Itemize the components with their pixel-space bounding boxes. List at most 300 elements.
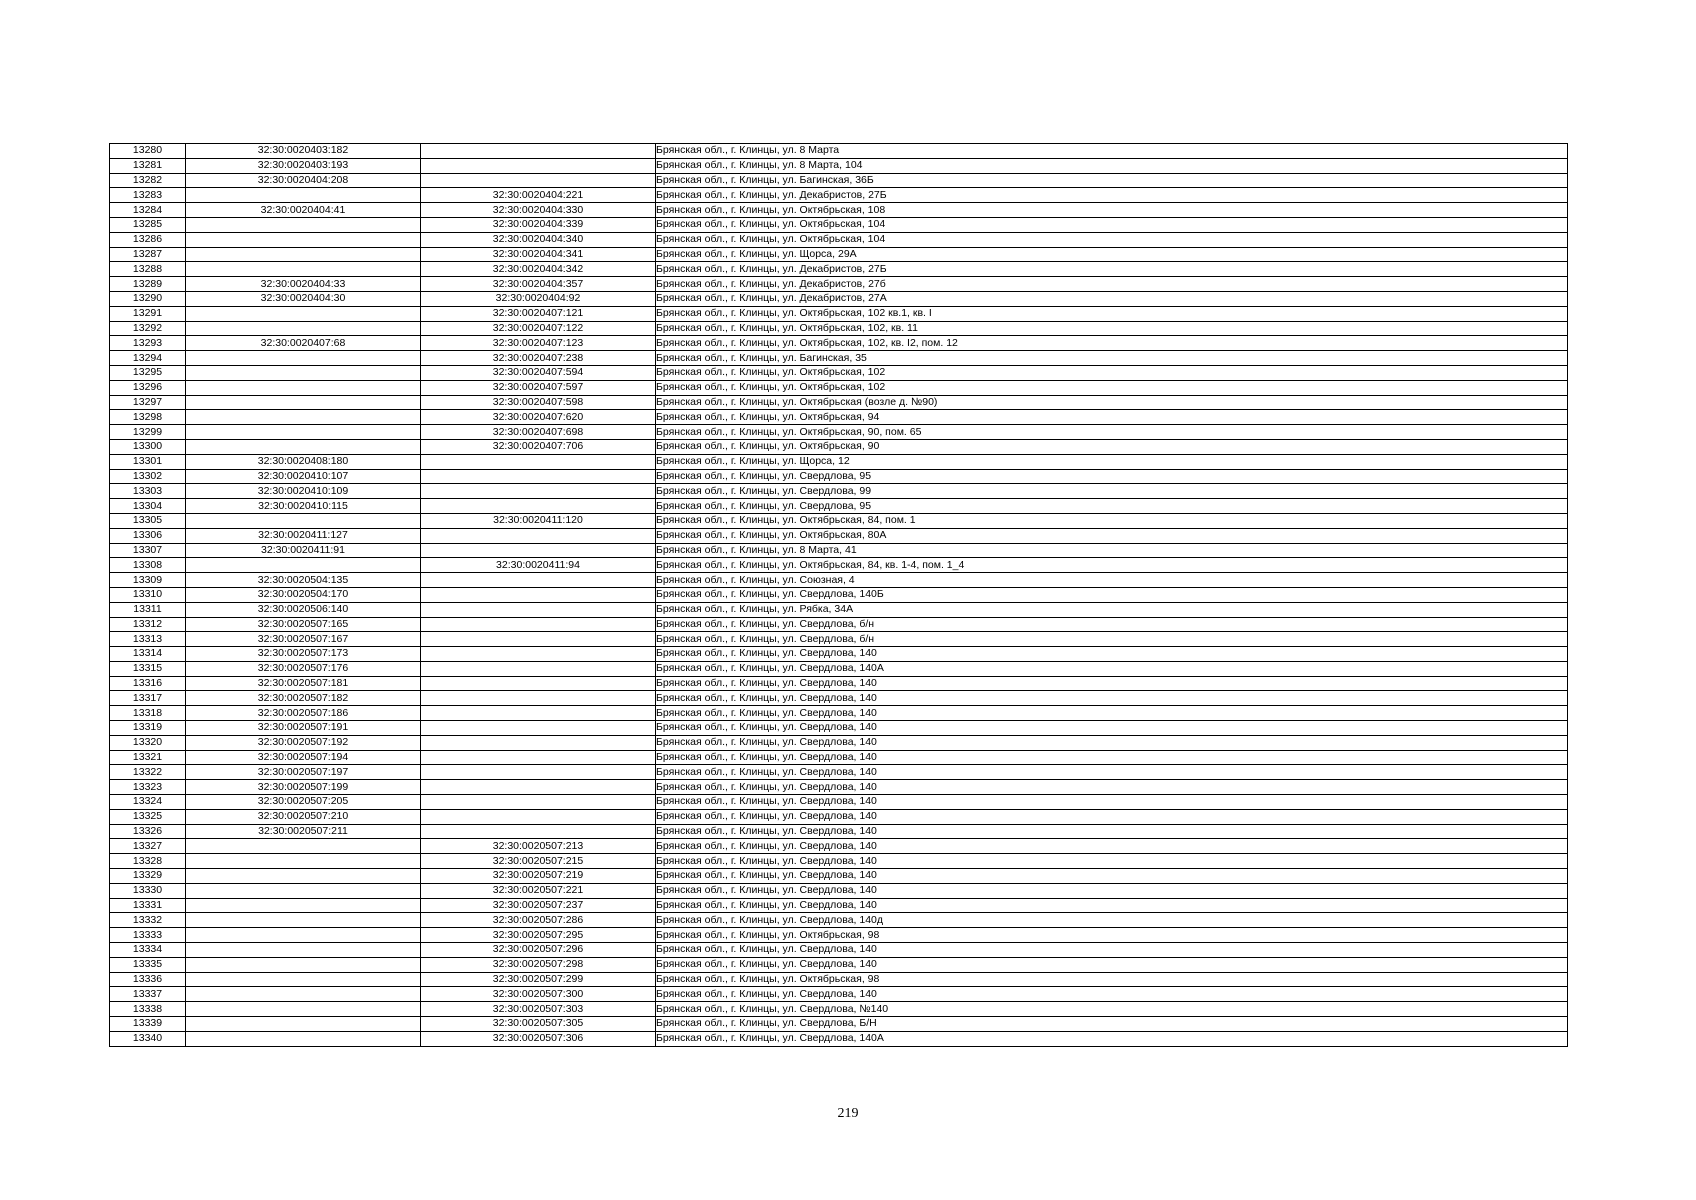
table-row <box>110 883 1568 898</box>
cadastral-number-alt-cell <box>421 632 656 647</box>
row-number-cell: 13313 <box>110 632 186 647</box>
cadastral-number-cell <box>186 232 421 247</box>
row-number-cell: 13289 <box>110 277 186 292</box>
cadastral-number-alt-cell <box>421 528 656 543</box>
cadastral-number-alt-cell: 32:30:0020407:620 <box>421 410 656 425</box>
cadastral-number-cell <box>186 839 421 854</box>
cadastral-number-cell <box>186 943 421 958</box>
cadastral-number-alt-cell: 32:30:0020507:286 <box>421 913 656 928</box>
row-number-cell: 13294 <box>110 351 186 366</box>
cadastral-number-cell: 32:30:0020507:186 <box>186 706 421 721</box>
address-cell: Брянская обл., г. Клинцы, ул. Свердлова, 95 <box>656 469 1568 484</box>
row-number-cell: 13285 <box>110 217 186 232</box>
address-cell: Брянская обл., г. Клинцы, ул. Свердлова, 140 <box>656 647 1568 662</box>
cadastral-number-alt-cell: 32:30:0020404:92 <box>421 291 656 306</box>
table-row <box>110 351 1568 366</box>
cadastral-number-cell <box>186 1017 421 1032</box>
row-number-cell: 13319 <box>110 721 186 736</box>
cadastral-number-alt-cell <box>421 647 656 662</box>
address-cell: Брянская обл., г. Клинцы, ул. Свердлова, 140 <box>656 809 1568 824</box>
address-cell: Брянская обл., г. Клинцы, ул. Свердлова, 140 <box>656 780 1568 795</box>
cadastral-number-cell: 32:30:0020404:33 <box>186 277 421 292</box>
cadastral-number-cell: 32:30:0020404:208 <box>186 173 421 188</box>
cadastral-number-cell <box>186 898 421 913</box>
table-row <box>110 499 1568 514</box>
row-number-cell: 13337 <box>110 987 186 1002</box>
table-row <box>110 158 1568 173</box>
address-cell: Брянская обл., г. Клинцы, ул. Свердлова, 140 <box>656 765 1568 780</box>
cadastral-number-alt-cell: 32:30:0020507:213 <box>421 839 656 854</box>
table-row <box>110 454 1568 469</box>
cadastral-number-alt-cell: 32:30:0020507:298 <box>421 957 656 972</box>
row-number-cell: 13330 <box>110 883 186 898</box>
address-cell: Брянская обл., г. Клинцы, ул. Октябрьская, 102 <box>656 380 1568 395</box>
cadastral-number-cell: 32:30:0020403:182 <box>186 144 421 159</box>
row-number-cell: 13295 <box>110 365 186 380</box>
table-row <box>110 943 1568 958</box>
cadastral-number-alt-cell <box>421 454 656 469</box>
cadastral-number-alt-cell: 32:30:0020407:594 <box>421 365 656 380</box>
cadastral-number-cell <box>186 928 421 943</box>
cadastral-number-alt-cell: 32:30:0020507:303 <box>421 1002 656 1017</box>
table-row <box>110 706 1568 721</box>
cadastral-number-alt-cell <box>421 780 656 795</box>
cadastral-number-alt-cell <box>421 617 656 632</box>
cadastral-number-alt-cell: 32:30:0020507:295 <box>421 928 656 943</box>
address-cell: Брянская обл., г. Клинцы, ул. Октябрьская, 102 <box>656 365 1568 380</box>
cadastral-number-alt-cell: 32:30:0020404:330 <box>421 203 656 218</box>
cadastral-number-alt-cell <box>421 721 656 736</box>
address-cell: Брянская обл., г. Клинцы, ул. Октябрьская, 102, кв. 11 <box>656 321 1568 336</box>
address-cell: Брянская обл., г. Клинцы, ул. Свердлова, 140 <box>656 854 1568 869</box>
row-number-cell: 13303 <box>110 484 186 499</box>
row-number-cell: 13288 <box>110 262 186 277</box>
table-row <box>110 676 1568 691</box>
address-cell: Брянская обл., г. Клинцы, ул. Октябрьская, 98 <box>656 928 1568 943</box>
address-cell: Брянская обл., г. Клинцы, ул. Свердлова, 140 <box>656 721 1568 736</box>
address-cell: Брянская обл., г. Клинцы, ул. Рябка, 34А <box>656 602 1568 617</box>
table-row <box>110 365 1568 380</box>
address-cell: Брянская обл., г. Клинцы, ул. Декабристов, 27Б <box>656 262 1568 277</box>
address-cell: Брянская обл., г. Клинцы, ул. Свердлова, б/н <box>656 632 1568 647</box>
table-row <box>110 735 1568 750</box>
cadastral-number-cell: 32:30:0020507:197 <box>186 765 421 780</box>
table-row <box>110 913 1568 928</box>
cadastral-number-alt-cell: 32:30:0020407:121 <box>421 306 656 321</box>
cadastral-number-alt-cell: 32:30:0020404:342 <box>421 262 656 277</box>
table-row <box>110 306 1568 321</box>
table-row <box>110 780 1568 795</box>
address-cell: Брянская обл., г. Клинцы, ул. Декабристов, 27б <box>656 277 1568 292</box>
table-row <box>110 854 1568 869</box>
cadastral-number-cell: 32:30:0020410:109 <box>186 484 421 499</box>
cadastral-number-cell <box>186 957 421 972</box>
table-row <box>110 839 1568 854</box>
address-cell: Брянская обл., г. Клинцы, ул. Свердлова, 140 <box>656 706 1568 721</box>
cadastral-number-alt-cell: 32:30:0020507:221 <box>421 883 656 898</box>
row-number-cell: 13325 <box>110 809 186 824</box>
cadastral-number-alt-cell <box>421 602 656 617</box>
cadastral-number-alt-cell: 32:30:0020411:94 <box>421 558 656 573</box>
cadastral-number-alt-cell: 32:30:0020407:706 <box>421 439 656 454</box>
cadastral-number-cell: 32:30:0020507:205 <box>186 795 421 810</box>
cadastral-number-alt-cell <box>421 173 656 188</box>
table-row <box>110 809 1568 824</box>
cadastral-number-alt-cell <box>421 587 656 602</box>
cadastral-number-alt-cell: 32:30:0020507:306 <box>421 1031 656 1046</box>
table-row <box>110 987 1568 1002</box>
table-row <box>110 439 1568 454</box>
table-row <box>110 928 1568 943</box>
row-number-cell: 13280 <box>110 144 186 159</box>
row-number-cell: 13314 <box>110 647 186 662</box>
cadastral-number-cell: 32:30:0020404:30 <box>186 291 421 306</box>
table-row <box>110 691 1568 706</box>
cadastral-number-cell <box>186 395 421 410</box>
address-cell: Брянская обл., г. Клинцы, ул. Свердлова, 140 <box>656 676 1568 691</box>
table-row <box>110 602 1568 617</box>
address-cell: Брянская обл., г. Клинцы, ул. Свердлова, 140 <box>656 943 1568 958</box>
cadastral-number-cell <box>186 869 421 884</box>
cadastral-number-alt-cell: 32:30:0020507:299 <box>421 972 656 987</box>
cadastral-number-cell <box>186 321 421 336</box>
cadastral-number-alt-cell <box>421 484 656 499</box>
table-row <box>110 173 1568 188</box>
table-row <box>110 558 1568 573</box>
row-number-cell: 13297 <box>110 395 186 410</box>
address-cell: Брянская обл., г. Клинцы, ул. Свердлова, 140 <box>656 691 1568 706</box>
address-cell: Брянская обл., г. Клинцы, ул. Октябрьская, 94 <box>656 410 1568 425</box>
cadastral-number-alt-cell <box>421 543 656 558</box>
row-number-cell: 13324 <box>110 795 186 810</box>
row-number-cell: 13322 <box>110 765 186 780</box>
cadastral-number-alt-cell <box>421 676 656 691</box>
row-number-cell: 13317 <box>110 691 186 706</box>
cadastral-number-cell: 32:30:0020411:127 <box>186 528 421 543</box>
table-row <box>110 824 1568 839</box>
table-row <box>110 957 1568 972</box>
cadastral-number-cell: 32:30:0020507:176 <box>186 661 421 676</box>
cadastral-number-cell <box>186 365 421 380</box>
row-number-cell: 13287 <box>110 247 186 262</box>
cadastral-number-cell: 32:30:0020504:170 <box>186 587 421 602</box>
address-cell: Брянская обл., г. Клинцы, ул. Октябрьская, 102, кв. I2, пом. 12 <box>656 336 1568 351</box>
address-cell: Брянская обл., г. Клинцы, ул. 8 Марта, 41 <box>656 543 1568 558</box>
row-number-cell: 13331 <box>110 898 186 913</box>
table-row <box>110 277 1568 292</box>
cadastral-number-alt-cell: 32:30:0020404:341 <box>421 247 656 262</box>
registry-table <box>109 143 1568 1047</box>
cadastral-number-alt-cell: 32:30:0020404:357 <box>421 277 656 292</box>
cadastral-number-alt-cell: 32:30:0020407:598 <box>421 395 656 410</box>
cadastral-number-cell <box>186 913 421 928</box>
row-number-cell: 13329 <box>110 869 186 884</box>
row-number-cell: 13316 <box>110 676 186 691</box>
address-cell: Брянская обл., г. Клинцы, ул. Щорса, 12 <box>656 454 1568 469</box>
table-row <box>110 262 1568 277</box>
address-cell: Брянская обл., г. Клинцы, ул. Свердлова, 140 <box>656 987 1568 1002</box>
cadastral-number-cell <box>186 513 421 528</box>
address-cell: Брянская обл., г. Клинцы, ул. Свердлова, 140 <box>656 824 1568 839</box>
row-number-cell: 13309 <box>110 573 186 588</box>
cadastral-number-alt-cell: 32:30:0020404:340 <box>421 232 656 247</box>
row-number-cell: 13298 <box>110 410 186 425</box>
table-row <box>110 395 1568 410</box>
cadastral-number-alt-cell <box>421 499 656 514</box>
address-cell: Брянская обл., г. Клинцы, ул. Декабристов, 27Б <box>656 188 1568 203</box>
table-row <box>110 528 1568 543</box>
address-cell: Брянская обл., г. Клинцы, ул. Союзная, 4 <box>656 573 1568 588</box>
table-row <box>110 795 1568 810</box>
table-row <box>110 144 1568 159</box>
row-number-cell: 13327 <box>110 839 186 854</box>
row-number-cell: 13334 <box>110 943 186 958</box>
cadastral-number-alt-cell: 32:30:0020407:123 <box>421 336 656 351</box>
address-cell: Брянская обл., г. Клинцы, ул. Свердлова, Б/Н <box>656 1017 1568 1032</box>
cadastral-number-alt-cell: 32:30:0020407:238 <box>421 351 656 366</box>
table-row <box>110 425 1568 440</box>
table-row <box>110 380 1568 395</box>
table-row <box>110 587 1568 602</box>
cadastral-number-alt-cell <box>421 144 656 159</box>
cadastral-number-cell <box>186 558 421 573</box>
address-cell: Брянская обл., г. Клинцы, ул. Декабристов, 27А <box>656 291 1568 306</box>
registry-table-body <box>110 144 1568 1047</box>
row-number-cell: 13281 <box>110 158 186 173</box>
row-number-cell: 13311 <box>110 602 186 617</box>
address-cell: Брянская обл., г. Клинцы, ул. Свердлова, 140Б <box>656 587 1568 602</box>
cadastral-number-alt-cell: 32:30:0020507:215 <box>421 854 656 869</box>
address-cell: Брянская обл., г. Клинцы, ул. Свердлова, б/н <box>656 617 1568 632</box>
cadastral-number-cell <box>186 217 421 232</box>
cadastral-number-alt-cell: 32:30:0020404:221 <box>421 188 656 203</box>
cadastral-number-cell <box>186 410 421 425</box>
row-number-cell: 13284 <box>110 203 186 218</box>
address-cell: Брянская обл., г. Клинцы, ул. Щорса, 29А <box>656 247 1568 262</box>
address-cell: Брянская обл., г. Клинцы, ул. Свердлова, 140 <box>656 839 1568 854</box>
table-row <box>110 898 1568 913</box>
row-number-cell: 13312 <box>110 617 186 632</box>
row-number-cell: 13310 <box>110 587 186 602</box>
table-row <box>110 750 1568 765</box>
address-cell: Брянская обл., г. Клинцы, ул. Октябрьская, 98 <box>656 972 1568 987</box>
table-row <box>110 1017 1568 1032</box>
address-cell: Брянская обл., г. Клинцы, ул. Октябрьская, 104 <box>656 217 1568 232</box>
table-row <box>110 203 1568 218</box>
row-number-cell: 13318 <box>110 706 186 721</box>
address-cell: Брянская обл., г. Клинцы, ул. Багинская, 36Б <box>656 173 1568 188</box>
cadastral-number-cell: 32:30:0020507:181 <box>186 676 421 691</box>
cadastral-number-cell: 32:30:0020507:173 <box>186 647 421 662</box>
row-number-cell: 13286 <box>110 232 186 247</box>
table-row <box>110 617 1568 632</box>
cadastral-number-cell <box>186 247 421 262</box>
cadastral-number-cell <box>186 987 421 1002</box>
row-number-cell: 13332 <box>110 913 186 928</box>
cadastral-number-alt-cell <box>421 469 656 484</box>
cadastral-number-alt-cell <box>421 735 656 750</box>
row-number-cell: 13315 <box>110 661 186 676</box>
address-cell: Брянская обл., г. Клинцы, ул. 8 Марта <box>656 144 1568 159</box>
table-row <box>110 661 1568 676</box>
address-cell: Брянская обл., г. Клинцы, ул. Октябрьская, 80А <box>656 528 1568 543</box>
table-row <box>110 765 1568 780</box>
cadastral-number-alt-cell: 32:30:0020407:122 <box>421 321 656 336</box>
table-row <box>110 543 1568 558</box>
row-number-cell: 13296 <box>110 380 186 395</box>
address-cell: Брянская обл., г. Клинцы, ул. Свердлова, 140 <box>656 735 1568 750</box>
row-number-cell: 13282 <box>110 173 186 188</box>
row-number-cell: 13308 <box>110 558 186 573</box>
address-cell: Брянская обл., г. Клинцы, ул. 8 Марта, 104 <box>656 158 1568 173</box>
row-number-cell: 13339 <box>110 1017 186 1032</box>
row-number-cell: 13307 <box>110 543 186 558</box>
cadastral-number-alt-cell: 32:30:0020407:597 <box>421 380 656 395</box>
address-cell: Брянская обл., г. Клинцы, ул. Свердлова, 140 <box>656 957 1568 972</box>
page-number: 219 <box>837 1106 859 1121</box>
cadastral-number-cell: 32:30:0020507:211 <box>186 824 421 839</box>
address-cell: Брянская обл., г. Клинцы, ул. Октябрьская, 90 <box>656 439 1568 454</box>
cadastral-number-alt-cell <box>421 765 656 780</box>
cadastral-number-cell: 32:30:0020507:210 <box>186 809 421 824</box>
cadastral-number-cell <box>186 972 421 987</box>
address-cell: Брянская обл., г. Клинцы, ул. Свердлова, 140 <box>656 883 1568 898</box>
cadastral-number-cell: 32:30:0020507:191 <box>186 721 421 736</box>
cadastral-number-cell <box>186 1002 421 1017</box>
table-row <box>110 484 1568 499</box>
cadastral-number-cell: 32:30:0020404:41 <box>186 203 421 218</box>
cadastral-number-cell <box>186 425 421 440</box>
table-row <box>110 573 1568 588</box>
cadastral-number-alt-cell <box>421 691 656 706</box>
address-cell: Брянская обл., г. Клинцы, ул. Свердлова, 140 <box>656 869 1568 884</box>
table-row <box>110 188 1568 203</box>
row-number-cell: 13335 <box>110 957 186 972</box>
cadastral-number-cell <box>186 854 421 869</box>
address-cell: Брянская обл., г. Клинцы, ул. Свердлова, 140 <box>656 898 1568 913</box>
address-cell: Брянская обл., г. Клинцы, ул. Октябрьская, 84, пом. 1 <box>656 513 1568 528</box>
table-row <box>110 247 1568 262</box>
cadastral-number-cell: 32:30:0020410:107 <box>186 469 421 484</box>
row-number-cell: 13321 <box>110 750 186 765</box>
cadastral-number-alt-cell: 32:30:0020411:120 <box>421 513 656 528</box>
row-number-cell: 13338 <box>110 1002 186 1017</box>
cadastral-number-alt-cell: 32:30:0020507:237 <box>421 898 656 913</box>
row-number-cell: 13328 <box>110 854 186 869</box>
cadastral-number-cell: 32:30:0020504:135 <box>186 573 421 588</box>
cadastral-number-cell: 32:30:0020507:182 <box>186 691 421 706</box>
table-row <box>110 410 1568 425</box>
cadastral-number-alt-cell <box>421 809 656 824</box>
cadastral-number-cell: 32:30:0020403:193 <box>186 158 421 173</box>
cadastral-number-alt-cell: 32:30:0020507:219 <box>421 869 656 884</box>
address-cell: Брянская обл., г. Клинцы, ул. Свердлова, 95 <box>656 499 1568 514</box>
row-number-cell: 13299 <box>110 425 186 440</box>
cadastral-number-alt-cell: 32:30:0020404:339 <box>421 217 656 232</box>
row-number-cell: 13292 <box>110 321 186 336</box>
address-cell: Брянская обл., г. Клинцы, ул. Свердлова, 140д <box>656 913 1568 928</box>
address-cell: Брянская обл., г. Клинцы, ул. Багинская, 35 <box>656 351 1568 366</box>
cadastral-number-cell <box>186 306 421 321</box>
row-number-cell: 13333 <box>110 928 186 943</box>
row-number-cell: 13323 <box>110 780 186 795</box>
cadastral-number-cell: 32:30:0020408:180 <box>186 454 421 469</box>
cadastral-number-cell <box>186 439 421 454</box>
cadastral-number-alt-cell <box>421 706 656 721</box>
cadastral-number-alt-cell <box>421 750 656 765</box>
cadastral-number-cell <box>186 380 421 395</box>
cadastral-number-alt-cell: 32:30:0020507:305 <box>421 1017 656 1032</box>
address-cell: Брянская обл., г. Клинцы, ул. Свердлова, №140 <box>656 1002 1568 1017</box>
table-row <box>110 232 1568 247</box>
table-row <box>110 336 1568 351</box>
cadastral-number-cell: 32:30:0020410:115 <box>186 499 421 514</box>
address-cell: Брянская обл., г. Клинцы, ул. Октябрьская, 104 <box>656 232 1568 247</box>
cadastral-number-cell <box>186 883 421 898</box>
cadastral-number-cell <box>186 262 421 277</box>
table-row <box>110 513 1568 528</box>
table-row <box>110 721 1568 736</box>
cadastral-number-cell: 32:30:0020506:140 <box>186 602 421 617</box>
table-row <box>110 321 1568 336</box>
row-number-cell: 13305 <box>110 513 186 528</box>
cadastral-number-alt-cell <box>421 795 656 810</box>
cadastral-number-cell: 32:30:0020507:167 <box>186 632 421 647</box>
address-cell: Брянская обл., г. Клинцы, ул. Свердлова, 99 <box>656 484 1568 499</box>
cadastral-number-alt-cell <box>421 661 656 676</box>
row-number-cell: 13300 <box>110 439 186 454</box>
cadastral-number-cell: 32:30:0020507:199 <box>186 780 421 795</box>
address-cell: Брянская обл., г. Клинцы, ул. Октябрьская, 108 <box>656 203 1568 218</box>
table-row <box>110 1002 1568 1017</box>
address-cell: Брянская обл., г. Клинцы, ул. Октябрьская, 90, пом. 65 <box>656 425 1568 440</box>
cadastral-number-cell: 32:30:0020507:194 <box>186 750 421 765</box>
table-row <box>110 972 1568 987</box>
row-number-cell: 13302 <box>110 469 186 484</box>
row-number-cell: 13290 <box>110 291 186 306</box>
row-number-cell: 13304 <box>110 499 186 514</box>
table-row <box>110 869 1568 884</box>
cadastral-number-cell: 32:30:0020407:68 <box>186 336 421 351</box>
address-cell: Брянская обл., г. Клинцы, ул. Октябрьская, 84, кв. 1-4, пом. 1_4 <box>656 558 1568 573</box>
cadastral-number-alt-cell <box>421 824 656 839</box>
table-row <box>110 1031 1568 1046</box>
address-cell: Брянская обл., г. Клинцы, ул. Свердлова, 140 <box>656 750 1568 765</box>
table-row <box>110 632 1568 647</box>
address-cell: Брянская обл., г. Клинцы, ул. Свердлова, 140 <box>656 795 1568 810</box>
cadastral-number-alt-cell: 32:30:0020407:698 <box>421 425 656 440</box>
cadastral-number-alt-cell <box>421 573 656 588</box>
cadastral-number-cell: 32:30:0020507:192 <box>186 735 421 750</box>
table-row <box>110 469 1568 484</box>
cadastral-number-cell <box>186 351 421 366</box>
table-row <box>110 647 1568 662</box>
row-number-cell: 13340 <box>110 1031 186 1046</box>
table-row <box>110 217 1568 232</box>
row-number-cell: 13326 <box>110 824 186 839</box>
cadastral-number-cell: 32:30:0020411:91 <box>186 543 421 558</box>
cadastral-number-cell <box>186 1031 421 1046</box>
cadastral-number-alt-cell: 32:30:0020507:296 <box>421 943 656 958</box>
address-cell: Брянская обл., г. Клинцы, ул. Свердлова, 140А <box>656 1031 1568 1046</box>
cadastral-number-cell: 32:30:0020507:165 <box>186 617 421 632</box>
row-number-cell: 13291 <box>110 306 186 321</box>
row-number-cell: 13293 <box>110 336 186 351</box>
row-number-cell: 13336 <box>110 972 186 987</box>
address-cell: Брянская обл., г. Клинцы, ул. Октябрьская, 102 кв.1, кв. I <box>656 306 1568 321</box>
cadastral-number-cell <box>186 188 421 203</box>
table-row <box>110 291 1568 306</box>
